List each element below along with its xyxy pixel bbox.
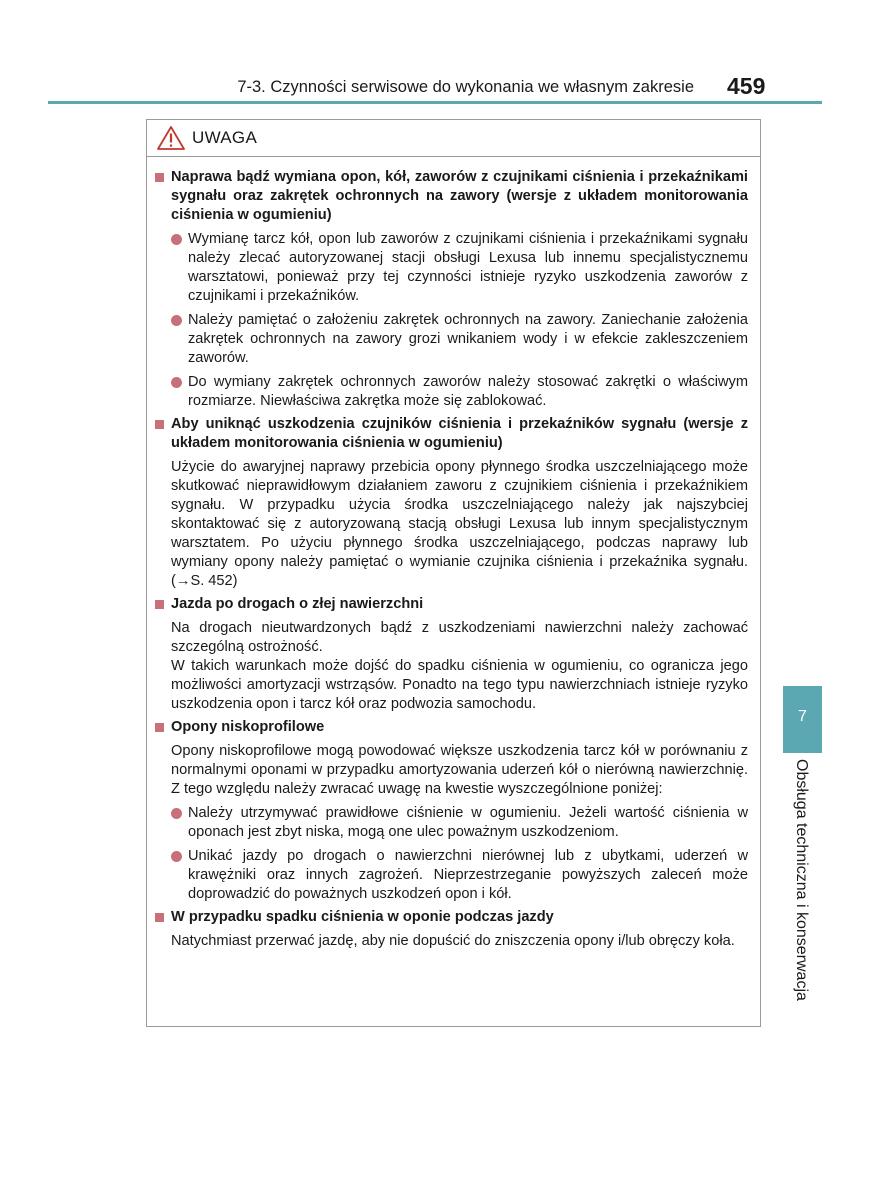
section-paragraph: Użycie do awaryjnej naprawy przebicia opony płynnego środka uszczelniającego może skutkować nieprawidłowym działaniem zaworu z czujnikiem ciśnienia i przekaźnikiem sygnału. W przypadku użycia środka uszczelniającego należy jak najszybciej skontaktować się z autoryzowaną stacją obsługi Lexusa lub innym specjalistycznym warsztatem. Po użyciu płynnego środka uszczelniającego, podczas naprawy lub wymiany opony należy pamiętać o wymianie czujnika ciśnienia i przekaźnika sygnału. (→S. 452) [171, 459, 748, 589]
bullet-item-text: Wymianę tarcz kół, opon lub zaworów z czujnikami ciśnienia i przekaźnikami sygnału należy zlecać autoryzowanej stacji obsługi Lexusa lub innemu specjalistycznemu warsztatowi, ponieważ przy tej czynności istnieje ryzyko uszkodzenia zaworów z czujnikami i przekaźników. [188, 231, 748, 304]
section-heading-text: Naprawa bądź wymiana opon, kół, zaworów z czujnikami ciśnienia i przekaźnikami sygnału oraz zakrętek ochronnych na zawory (wersje z układem monitorowania ciśnienia w ogumieniu) [171, 169, 748, 223]
section-heading-text: Jazda po drogach o złej nawierzchni [171, 596, 424, 612]
bullet-item-text: Należy utrzymywać prawidłowe ciśnienie w ogumieniu. Jeżeli wartość ciśnienia w oponach jest zbyt niska, mogą one ulec poważnym uszkodzeniom. [188, 805, 748, 840]
warning-body [147, 157, 760, 951]
bullet-item [171, 804, 748, 842]
bullet-item-text: Należy pamiętać o założeniu zakrętek ochronnych na zawory. Zaniechanie założenia zakrętek ochronnych na zawory grozi wnikaniem wody i w efekcie zakleszczeniem zaworów. [188, 312, 748, 366]
bullet-item-text: Unikać jazdy po drogach o nawierzchni nierównej lub z ubytkami, uderzeń w krawężniki oraz innych zagrożeń. Nieprzestrzeganie powyższych zaleceń może doprowadzić do poważnych uszkodzeń opon i kół. [188, 848, 748, 902]
round-bullet-icon [171, 377, 182, 388]
warning-triangle-icon [156, 125, 186, 151]
warning-section [155, 908, 748, 951]
section-heading [155, 168, 748, 225]
section-paragraph: W takich warunkach może dojść do spadku ciśnienia w ogumieniu, co ogranicza jego możliwości amortyzacji wstrząsów. Ponadto na tego typu nawierzchniach istnieje ryzyko uszkodzenia opon i tarcz kół oraz podwozia samochodu. [171, 658, 748, 712]
round-bullet-icon [171, 315, 182, 326]
running-header: 7-3. Czynności serwisowe do wykonania we własnym zakresie [237, 78, 694, 96]
section-paragraph: Na drogach nieutwardzonych bądź z uszkodzeniami nawierzchni należy zachować szczególną ostrożność. [171, 620, 748, 655]
square-bullet-icon [155, 600, 164, 609]
bullet-item [171, 373, 748, 411]
bullet-item-text: Do wymiany zakrętek ochronnych zaworów należy stosować zakrętki o właściwym rozmiarze. Niewłaściwa zakrętka może się zablokować. [188, 374, 748, 409]
warning-section [155, 595, 748, 714]
page-number: 459 [727, 73, 766, 99]
round-bullet-icon [171, 234, 182, 245]
chapter-tab [783, 686, 822, 753]
warning-title: UWAGA [192, 128, 258, 147]
chapter-title: Obsługa techniczna i konserwacja [793, 759, 810, 1001]
bullet-item [171, 847, 748, 904]
warning-section [155, 415, 748, 591]
round-bullet-icon [171, 808, 182, 819]
section-heading [155, 415, 748, 453]
bullet-item [171, 311, 748, 368]
section-heading-text: W przypadku spadku ciśnienia w oponie podczas jazdy [171, 909, 554, 925]
section-heading [155, 595, 748, 614]
chapter-number: 7 [798, 708, 807, 725]
section-paragraph: Opony niskoprofilowe mogą powodować większe uszkodzenia tarcz kół w porównaniu z normalnymi oponami w przypadku amortyzowania uderzeń kół o nierówną nawierzchnię. Z tego względu należy zwracać uwagę na kwestie wyszczególnione poniżej: [171, 743, 748, 797]
square-bullet-icon [155, 723, 164, 732]
square-bullet-icon [155, 913, 164, 922]
square-bullet-icon [155, 173, 164, 182]
section-paragraph: Natychmiast przerwać jazdę, aby nie dopuścić do zniszczenia opony i/lub obręczy koła. [171, 933, 735, 949]
round-bullet-icon [171, 851, 182, 862]
warning-section [155, 718, 748, 904]
warning-box [146, 119, 761, 1027]
warning-section [155, 168, 748, 411]
section-heading-text: Opony niskoprofilowe [171, 719, 325, 735]
section-heading [155, 718, 748, 737]
section-heading-text: Aby uniknąć uszkodzenia czujników ciśnienia i przekaźników sygnału (wersje z układem monitorowania ciśnienia w ogumieniu) [171, 416, 748, 451]
warning-header [147, 120, 760, 157]
header-rule [48, 101, 822, 104]
square-bullet-icon [155, 420, 164, 429]
section-heading [155, 908, 748, 927]
bullet-item [171, 230, 748, 306]
